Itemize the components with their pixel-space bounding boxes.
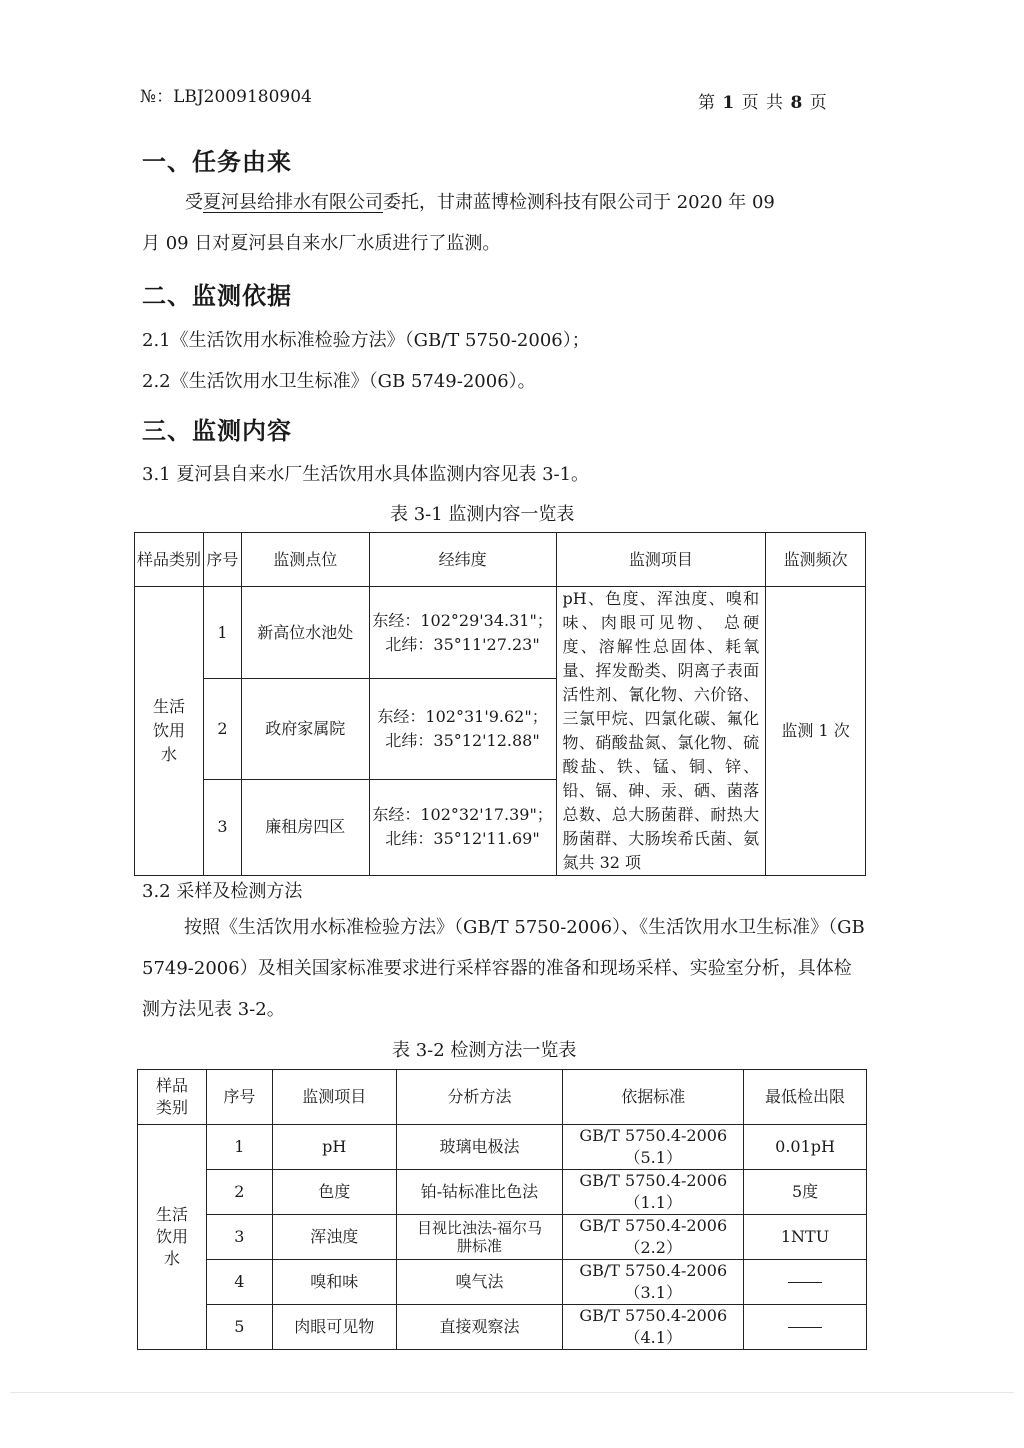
table2-row5-item: 肉眼可见物: [272, 1305, 396, 1350]
basis-item-2: 2.2《生活饮用水卫生标准》（GB 5749-2006）。: [142, 371, 536, 392]
content-3-1: 3.1 夏河县自来水厂生活饮用水具体监测内容见表 3-1。: [142, 464, 590, 485]
table2-row5-limit: [744, 1305, 867, 1350]
task-origin-pre: 受: [185, 192, 203, 213]
section-title-content: 三、监测内容: [142, 416, 292, 445]
table2-header-method: 分析方法: [396, 1070, 563, 1125]
table1-row1-coords: [369, 587, 556, 679]
table1-row1-lat: 北纬：35°11'27.23": [385, 634, 540, 654]
page-info-prefix: 第: [698, 93, 723, 113]
table2-row3-no: 3: [206, 1215, 272, 1260]
table2-row1-limit: 0.01pH: [744, 1125, 867, 1170]
table1-row2-lat: 北纬：35°12'12.88": [385, 730, 540, 750]
table1-row1-site: 新高位水池处: [241, 587, 369, 679]
table2-header-category: 样品类别: [138, 1070, 207, 1125]
client-name: 夏河县给排水有限公司: [203, 192, 383, 213]
table1-header-items: 监测项目: [556, 533, 766, 587]
table2-row3-standard: GB/T 5750.4-2006（2.2）: [563, 1215, 744, 1260]
content-3-2-paragraph: 按照《生活饮用水标准检验方法》（GB/T 5750-2006）、《生活饮用水卫生标准》（GB 5749-2006）及相关国家标准要求进行采样容器的准备和现场采样、实验室分析，具体检测方法见表 3-2。: [142, 917, 865, 1020]
table2-row2-item: 色度: [272, 1170, 396, 1215]
report-number: №：LBJ2009180904: [140, 87, 312, 107]
table2-row3-method: 目视比浊法-福尔马肼标准: [396, 1215, 563, 1260]
scan-edge-line: [10, 1392, 1014, 1393]
page-current: 1: [722, 93, 736, 113]
table1-header-category: 样品类别: [135, 533, 204, 587]
not-applicable-dash: [788, 1282, 822, 1283]
section-title-basis: 二、监测依据: [142, 281, 292, 310]
table1-header-frequency: 监测频次: [766, 533, 866, 587]
table2-row5-method: 直接观察法: [396, 1305, 563, 1350]
table-row: [138, 1305, 867, 1350]
table2-header-item: 监测项目: [272, 1070, 396, 1125]
table1-header-site: 监测点位: [241, 533, 369, 587]
table-row: [138, 1125, 867, 1170]
page-info-mid: 页 共: [735, 93, 791, 113]
page-info-suffix: 页: [803, 93, 828, 113]
detection-method-table: [137, 1069, 867, 1350]
table1-row3-no: 3: [203, 779, 241, 875]
table2-row4-item: 嗅和味: [272, 1260, 396, 1305]
table2-row4-standard: GB/T 5750.4-2006（3.1）: [563, 1260, 744, 1305]
not-applicable-dash: [788, 1327, 822, 1328]
table1-category: 生活饮用水: [135, 587, 204, 876]
table1-items: pH、色度、浑浊度、嗅和味、肉眼可见物、 总硬度、溶解性总固体、耗氧量、挥发酚类、阴离子表面活性剂、氰化物、六价铬、三氯甲烷、四氯化碳、氟化物、硝酸盐氮、氯化物、硫酸盐、铁、锰、铜、锌、铅、镉、砷、汞、硒、菌落总数、总大肠菌群、耐热大肠菌群、大肠埃希氏菌、氨氮共 32 项: [556, 587, 766, 876]
table2-row3-item: 浑浊度: [272, 1215, 396, 1260]
table1-row1-no: 1: [203, 587, 241, 679]
table1-caption: 表 3-1 监测内容一览表: [390, 504, 575, 525]
content-3-2-title: 3.2 采样及检测方法: [142, 881, 303, 902]
table1-row3-lat: 北纬：35°12'11.69": [385, 829, 540, 849]
table2-row2-limit: 5度: [744, 1170, 867, 1215]
table2-row2-standard: GB/T 5750.4-2006（1.1）: [563, 1170, 744, 1215]
table2-category: 生活饮用水: [138, 1125, 207, 1350]
page-total: 8: [790, 93, 804, 113]
table2-row1-item: pH: [272, 1125, 396, 1170]
table-row: [138, 1215, 867, 1260]
table-row: [138, 1170, 867, 1215]
task-origin-line2: 月 09 日对夏河县自来水厂水质进行了监测。: [142, 233, 501, 254]
table2-header-row: [138, 1070, 867, 1125]
table1-row3-site: 廉租房四区: [241, 779, 369, 875]
table2-row2-no: 2: [206, 1170, 272, 1215]
basis-item-1: 2.1《生活饮用水标准检验方法》（GB/T 5750-2006）；: [142, 330, 590, 351]
table2-header-limit: 最低检出限: [744, 1070, 867, 1125]
table2-row1-standard: GB/T 5750.4-2006（5.1）: [563, 1125, 744, 1170]
table2-caption: 表 3-2 检测方法一览表: [392, 1040, 577, 1061]
table2-row2-method: 铂-钴标准比色法: [396, 1170, 563, 1215]
task-origin-rest: 委托，甘肃蓝博检测科技有限公司于 2020 年 09: [383, 192, 775, 213]
table-row: [138, 1260, 867, 1305]
page-indicator: [698, 88, 828, 113]
section-title-task-origin: 一、任务由来: [142, 147, 292, 176]
task-origin-line1: [185, 188, 865, 214]
table2-row4-limit: [744, 1260, 867, 1305]
table1-row3-coords: [369, 779, 556, 875]
table2-header-standard: 依据标准: [563, 1070, 744, 1125]
table1-header-row: [135, 533, 866, 587]
table2-row1-method: 玻璃电极法: [396, 1125, 563, 1170]
table1-header-coords: 经纬度: [369, 533, 556, 587]
table1-row2-lon: 东经：102°31'9.62"；: [377, 706, 548, 726]
table1-row3-lon: 东经：102°32'17.39"；: [372, 805, 553, 825]
table2-row3-limit: 1NTU: [744, 1215, 867, 1260]
table1-header-no: 序号: [203, 533, 241, 587]
table1-row1-lon: 东经：102°29'34.31"；: [372, 610, 553, 630]
table2-row1-no: 1: [206, 1125, 272, 1170]
table2-row4-no: 4: [206, 1260, 272, 1305]
table-row: [135, 587, 866, 679]
table2-row5-standard: GB/T 5750.4-2006（4.1）: [563, 1305, 744, 1350]
table1-row2-coords: [369, 679, 556, 779]
table2-row4-method: 嗅气法: [396, 1260, 563, 1305]
table2-header-no: 序号: [206, 1070, 272, 1125]
table1-row2-site: 政府家属院: [241, 679, 369, 779]
table1-frequency: 监测 1 次: [766, 587, 866, 876]
monitoring-content-table: [134, 532, 866, 876]
table1-row2-no: 2: [203, 679, 241, 779]
table2-row5-no: 5: [206, 1305, 272, 1350]
